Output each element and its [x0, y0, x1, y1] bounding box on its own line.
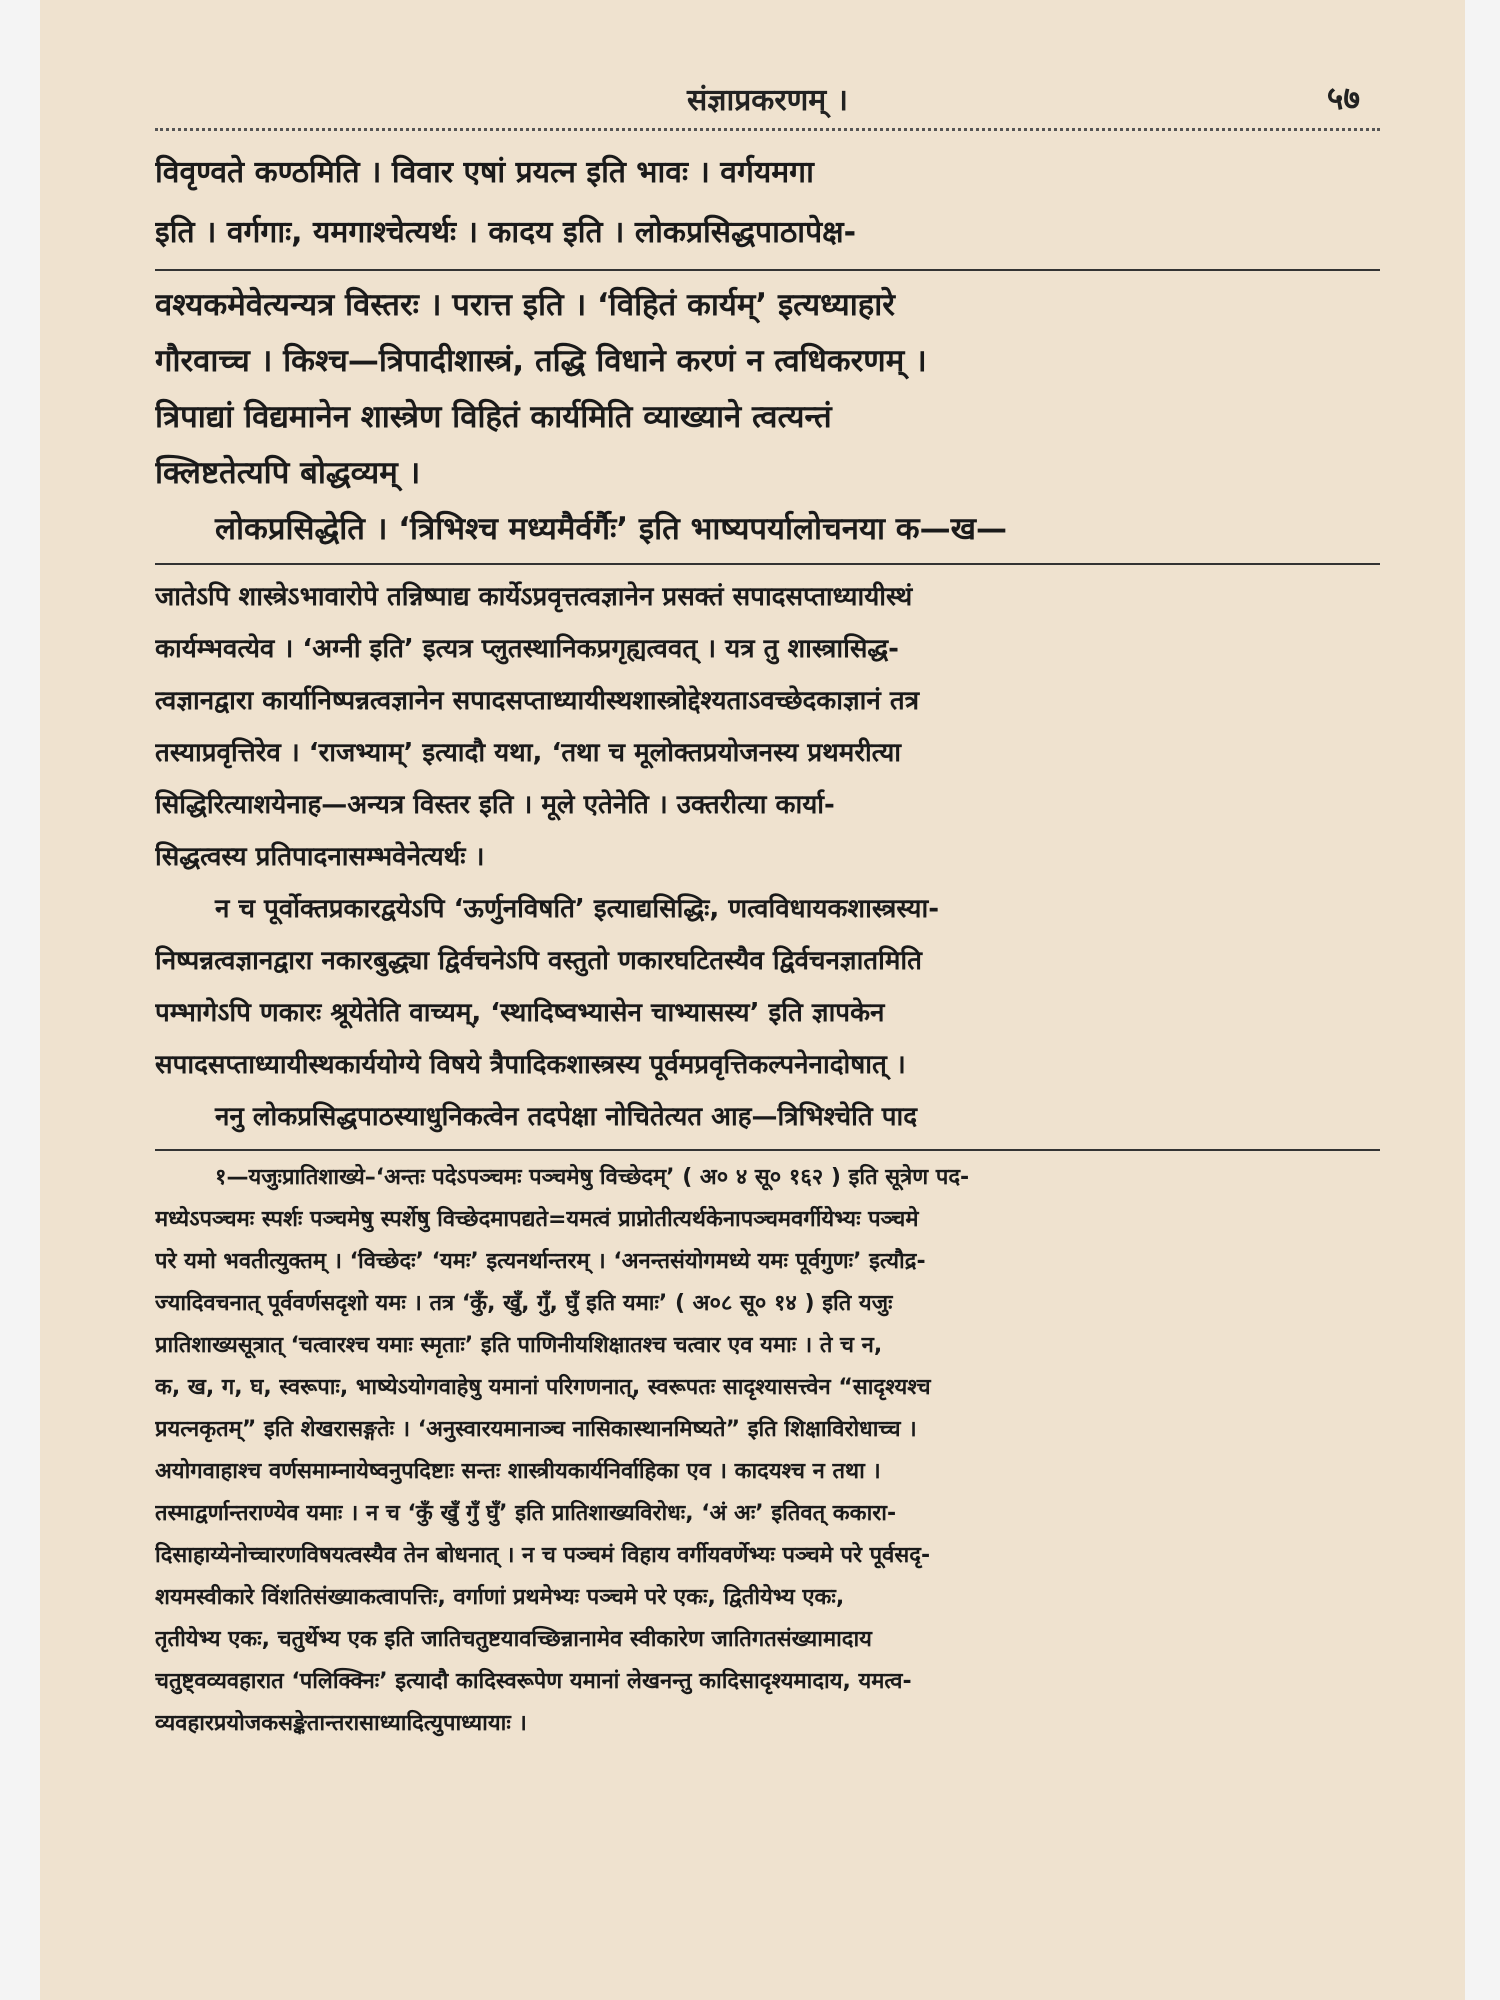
- footnote-line: मध्येऽपञ्चमः स्पर्शः पञ्चमेषु स्पर्शेषु विच्छेदमापद्यते=यमत्वं प्राप्नोतीत्यर्थकेनापञ्चमवर्गीयेभ्यः पञ्चमे: [155, 1207, 919, 1232]
- section-divider: [155, 563, 1380, 565]
- header-divider: [155, 128, 1380, 131]
- text-line: जातेऽपि शास्त्रेऽभावारोपे तन्निष्पाद्य कार्येऽप्रवृत्तत्वज्ञानेन प्रसक्तं सपादसप्ताध्यायीस्थं: [155, 582, 913, 612]
- text-line: त्रिपाद्यां विद्यमानेन शास्त्रेण विहितं कार्यमिति व्याख्याने त्वत्यन्तं: [155, 399, 832, 435]
- section-divider: [155, 1149, 1380, 1151]
- page-header: [155, 70, 1380, 120]
- text-line: सिद्धत्वस्य प्रतिपादनासम्भवेनेत्यर्थः ।: [155, 842, 485, 872]
- book-page: [40, 0, 1465, 2000]
- text-line: निष्पन्नत्वज्ञानद्वारा नकारबुद्ध्या द्विर्वचनेऽपि वस्तुतो णकारघटितस्यैव द्विर्वचनज्ञातमिति: [155, 946, 922, 976]
- text-line: गौरवाच्च । किश्च—त्रिपादीशास्त्रं, तद्धि विधाने करणं न त्वधिकरणम् ।: [155, 343, 927, 379]
- text-line: इति । वर्गगाः, यमगाश्चेत्यर्थः । कादय इति । लोकप्रसिद्धपाठापेक्ष-: [155, 215, 857, 250]
- sub-commentary: [155, 571, 1380, 1143]
- text-line: लोकप्रसिद्धेति । ‘त्रिभिश्च मध्यमैर्वर्गैः’ इति भाष्यपर्यालोचनया क—ख—: [215, 511, 1007, 547]
- footnote-line: व्यवहारप्रयोजकसङ्केतान्तरासाध्यादित्युपाध्यायाः ।: [155, 1711, 527, 1736]
- text-line: ननु लोकप्रसिद्धपाठस्याधुनिकत्वेन तदपेक्षा नोचितेत्यत आह—त्रिभिश्चेति पाद: [215, 1102, 918, 1132]
- text-line: सिद्धिरित्याशयेनाह—अन्यत्र विस्तर इति । मूले एतेनेति । उक्तरीत्या कार्या-: [155, 790, 835, 820]
- page-number: ५७: [1326, 79, 1360, 117]
- footnote-line: प्रातिशाख्यसूत्रात् ‘चत्वारश्च यमाः स्मृताः’ इति पाणिनीयशिक्षातश्च चत्वार एव यमाः । ते च न,: [155, 1333, 883, 1358]
- footnote-line: ज्यादिवचनात् पूर्ववर्णसदृशो यमः । तत्र ‘कुँ, खुँ, गुँ, घुँ इति यमाः’ ( अ०८ सू० १४ ) इति यजुः: [155, 1291, 893, 1316]
- section-divider: [155, 269, 1380, 271]
- footnote-line: परे यमो भवतीत्युक्तम् । ‘विच्छेदः’ ‘यमः’ इत्यनर्थान्तरम् । ‘अनन्तसंयोगमध्ये यमः पूर्वगुणः’ इत्यौद्र-: [155, 1249, 926, 1274]
- footnote-line: १—यजुःप्रातिशाख्ये–‘अन्तः पदेऽपञ्चमः पञ्चमेषु विच्छेदम्’ ( अ० ४ सू० १६२ ) इति सूत्रेण पद-: [215, 1165, 970, 1190]
- footnote-line: तृतीयेभ्य एकः, चतुर्थेभ्य एक इति जातिचतुष्टयावच्छिन्नानामेव स्वीकारेण जातिगतसंख्यामादाय: [155, 1627, 872, 1652]
- running-head: संज्ञाप्रकरणम् ।: [686, 83, 849, 118]
- text-line: क्लिष्टतेत्यपि बोद्धव्यम् ।: [155, 455, 421, 491]
- footnote-line: दिसाहाय्येनोच्चारणविषयत्वस्यैव तेन बोधनात् । न च पञ्चमं विहाय वर्गीयवर्णेभ्यः पञ्चमे परे पूर्वसदृ-: [155, 1543, 931, 1568]
- text-line: विवृण्वते कण्ठमिति । विवार एषां प्रयत्न इति भावः । वर्गयमगा: [155, 155, 814, 190]
- footnote-line: अयोगवाहाश्च वर्णसमाम्नायेष्वनुपदिष्टाः सन्तः शास्त्रीयकार्यनिर्वाहिका एव । कादयश्च न तथा ।: [155, 1459, 881, 1484]
- text-line: त्वज्ञानद्वारा कार्यानिष्पन्नत्वज्ञानेन सपादसप्ताध्यायीस्थशास्त्रोद्देश्यताऽवच्छेदकाज्ञानं तत्र: [155, 686, 920, 716]
- text-line: तस्याप्रवृत्तिरेव । ‘राजभ्याम्’ इत्यादौ यथा, ‘तथा च मूलोक्तप्रयोजनस्य प्रथमरीत्या: [155, 738, 902, 768]
- text-line: वश्यकमेवेत्यन्यत्र विस्तरः । परात्त इति । ‘विहितं कार्यम्’ इत्यध्याहारे: [155, 287, 895, 323]
- footnote-line: शयमस्वीकारे विंशतिसंख्याकत्वापत्तिः, वर्गाणां प्रथमेभ्यः पञ्चमे परे एकः, द्वितीयेभ्य एकः,: [155, 1585, 845, 1610]
- text-line: सपादसप्ताध्यायीस्थकार्ययोग्ये विषये त्रैपादिकशास्त्रस्य पूर्वमप्रवृत्तिकल्पनेनादोषात् ।: [155, 1050, 906, 1080]
- page-content: [155, 70, 1380, 1745]
- footnote-line: चतुष्ट्वव्यवहारात ‘पलिक्क्निः’ इत्यादौ कादिस्वरूपेण यमानां लेखनन्तु कादिसादृश्यमादाय, यमत्व-: [155, 1669, 912, 1694]
- footnote-line: क, ख, ग, घ, स्वरूपाः, भाष्येऽयोगवाहेषु यमानां परिगणनात्, स्वरूपतः सादृश्यासत्त्वेन “सादृश्यश्च: [155, 1375, 931, 1400]
- text-line: पम्भागेऽपि णकारः श्रूयेतेति वाच्यम्, ‘स्थादिष्वभ्यासेन चाभ्यासस्य’ इति ज्ञापकेन: [155, 998, 885, 1028]
- commentary-top: [155, 143, 1380, 263]
- footnotes: [155, 1157, 1380, 1745]
- footnote-line: प्रयत्नकृतम्” इति शेखरासङ्गतेः । ‘अनुस्वारयमानाञ्च नासिकास्थानमिष्यते” इति शिक्षाविरोधाच्च ।: [155, 1417, 917, 1442]
- footnote-line: तस्माद्वर्णान्तराण्येव यमाः । न च ‘कुँ खुँ गुँ घुँ’ इति प्रातिशाख्यविरोधः, ‘अं अः’ इतिवत् ककारा-: [155, 1501, 897, 1526]
- text-line: कार्यम्भवत्येव । ‘अग्नी इति’ इत्यत्र प्लुतस्थानिकप्रगृह्यत्ववत् । यत्र तु शास्त्रासिद्ध-: [155, 634, 899, 664]
- commentary-main: [155, 277, 1380, 557]
- text-line: न च पूर्वोक्तप्रकारद्वयेऽपि ‘ऊर्णुनविषति’ इत्याद्यसिद्धिः, णत्वविधायकशास्त्रस्या-: [215, 894, 940, 924]
